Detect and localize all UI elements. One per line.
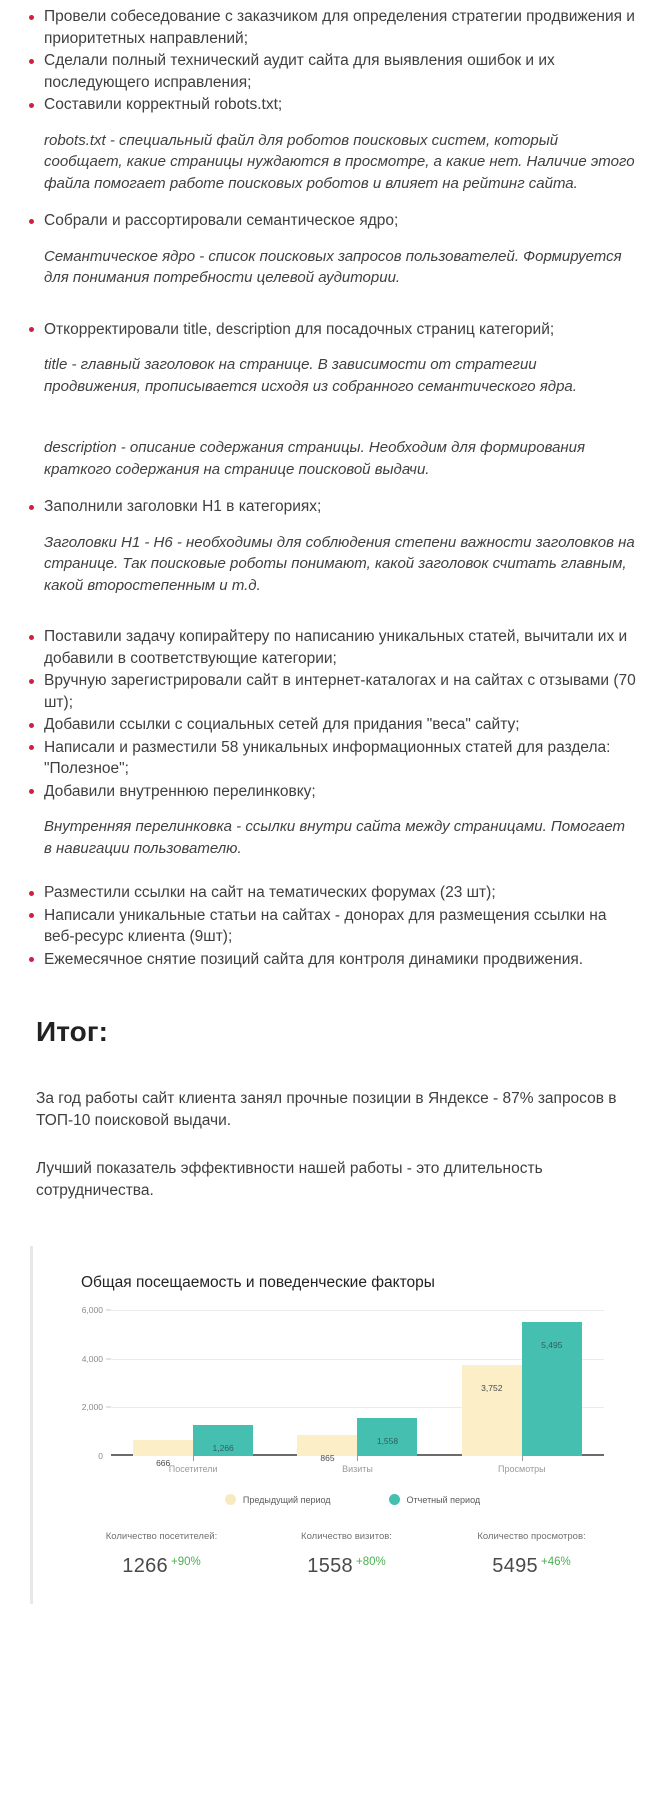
result-paragraph-1: За год работы сайт клиента занял прочные позиции в Яндексе - 87% запросов в ТОП-10 поисковой выдачи. — [36, 1090, 617, 1129]
stat-value-row — [122, 1555, 200, 1578]
stat-value-row — [307, 1555, 385, 1578]
bullet-list-1 — [0, 6, 660, 116]
bullet-list-3 — [0, 319, 660, 341]
bar-group-pageviews — [440, 1310, 604, 1474]
list-item — [26, 6, 636, 49]
chart-plot — [33, 1305, 642, 1478]
x-axis-tick — [357, 1456, 358, 1461]
bar-value-label: 1,558 — [376, 1436, 399, 1447]
spacer — [0, 303, 660, 319]
bar-curr-pageviews[interactable] — [522, 1322, 582, 1456]
bar-value-label: 1,266 — [212, 1443, 234, 1454]
stat-visitors — [69, 1531, 254, 1578]
stat-delta: +80% — [355, 1556, 386, 1568]
x-axis-label-pageviews: Просмотры — [498, 1464, 546, 1474]
list-item-text: Разместили ссылки на сайт на тематических форумах (23 шт); — [44, 884, 496, 901]
legend-swatch-icon — [225, 1494, 236, 1505]
chart-legend — [33, 1494, 642, 1505]
bar-value-label: 865 — [320, 1452, 335, 1463]
list-item-text: Поставили задачу копирайтеру по написанию уникальных статей, вычитали их и добавили в соответствующие категории; — [44, 628, 628, 667]
bullet-list-5 — [0, 626, 660, 802]
list-item — [26, 94, 636, 116]
note-description: description - описание содержания страницы. Необходим для формирования краткого содержания на странице поисковой выдачи. — [44, 439, 586, 478]
result-paragraph-2: Лучший показатель эффективности нашей работы - это длительность сотрудничества. — [36, 1160, 543, 1199]
bullet-list-4 — [0, 496, 660, 518]
stat-label: Количество визитов: — [301, 1531, 392, 1542]
spacer — [0, 610, 660, 626]
list-item-text: Добавили ссылки с социальных сетей для придания "веса" сайту; — [44, 716, 520, 733]
list-item — [26, 626, 636, 669]
legend-swatch-icon — [389, 1494, 400, 1505]
legend-label: Предыдущий период — [242, 1494, 331, 1505]
bar-group-visitors — [111, 1310, 275, 1474]
spacer — [33, 1578, 642, 1604]
list-item — [26, 905, 636, 948]
stat-value: 5495 — [492, 1555, 538, 1577]
list-item — [26, 781, 636, 803]
list-item-text: Написали уникальные статьи на сайтах - донорах для размещения ссылки на веб-ресурс клиента (9шт); — [44, 906, 607, 945]
bar-curr-visits[interactable] — [357, 1418, 417, 1456]
bar-group-visits — [275, 1310, 439, 1474]
bar-value-label: 3,752 — [481, 1382, 503, 1393]
bar-value-label: 666 — [156, 1457, 171, 1468]
y-axis-tick-label: 4,000 — [81, 1353, 103, 1364]
bullet-list-6 — [0, 882, 660, 970]
y-axis-tick-label: 6,000 — [81, 1305, 103, 1315]
stat-visits — [254, 1531, 439, 1578]
list-item-text: Сделали полный технический аудит сайта для выявления ошибок и их последующего исправления; — [44, 52, 555, 91]
bar-value-label: 5,495 — [541, 1340, 563, 1351]
bar-prev-visitors[interactable] — [133, 1440, 193, 1468]
list-item-text: Заполнили заголовки H1 в категориях; — [44, 498, 322, 515]
spacer — [0, 873, 660, 882]
list-item — [26, 50, 636, 93]
stat-value: 1266 — [122, 1555, 168, 1577]
list-item — [26, 882, 636, 904]
note-internal-linking: Внутренняя перелинковка - ссылки внутри сайта между страницами. Помогает в навигации пользователю. — [44, 818, 625, 857]
y-axis-tick-label: 2,000 — [81, 1402, 103, 1413]
bar-prev-pageviews[interactable] — [462, 1365, 522, 1456]
analytics-chart-card — [30, 1246, 642, 1604]
x-axis-label-visitors: Посетители — [168, 1464, 218, 1474]
list-item — [26, 319, 636, 341]
summary-stats — [33, 1531, 642, 1578]
legend-item-previous[interactable] — [225, 1494, 331, 1505]
bar-pair — [111, 1310, 275, 1468]
bar-curr-visitors[interactable] — [193, 1425, 253, 1456]
list-item — [26, 496, 636, 518]
list-item-text: Провели собеседование с заказчиком для определения стратегии продвижения и приоритетных направлений; — [44, 8, 635, 47]
list-item — [26, 737, 636, 780]
list-item-text: Вручную зарегистрировали сайт в интернет-каталогах и на сайтах с отзывами (70 шт); — [44, 672, 636, 711]
list-item-text: Добавили внутреннюю перелинковку; — [44, 782, 316, 800]
x-axis-tick — [522, 1456, 523, 1461]
list-item-text: Написали и разместили 58 уникальных информационных статей для раздела: "Полезное"; — [44, 738, 611, 777]
list-item — [26, 714, 636, 736]
x-axis-tick — [193, 1456, 194, 1461]
y-axis-tick-label: 0 — [98, 1451, 103, 1461]
stat-label: Количество просмотров: — [477, 1531, 586, 1542]
stat-pageviews — [439, 1531, 624, 1578]
bar-prev-visits[interactable] — [297, 1435, 357, 1463]
stat-value: 1558 — [307, 1555, 353, 1577]
list-item-text: Откорректировали title, description для посадочных страниц категорий; — [44, 320, 555, 338]
x-axis-label-visits: Визиты — [342, 1464, 373, 1474]
bullet-list-2 — [0, 210, 660, 232]
chart-plot-area — [81, 1305, 604, 1474]
chart-bar-groups — [111, 1310, 604, 1474]
stat-label: Количество посетителей: — [105, 1531, 218, 1542]
stat-delta: +90% — [170, 1556, 201, 1568]
list-item — [26, 949, 636, 971]
result-heading: Итог: — [36, 1016, 109, 1047]
list-item-text: Ежемесячное снятие позиций сайта для контроля динамики продвижения. — [44, 950, 584, 968]
bar-pair — [440, 1310, 604, 1456]
note-headings: Заголовки H1 - H6 - необходимы для соблюдения степени важности заголовков на странице. Так поисковые роботы понимают, какой заголовок считать главным, какой второстепенным и т.д. — [44, 533, 635, 594]
bar-pair — [275, 1310, 439, 1463]
list-item-text: Собрали и рассортировали семантическое ядро; — [44, 212, 399, 229]
stat-value-row — [492, 1555, 570, 1578]
stat-delta: +46% — [540, 1556, 571, 1568]
note-title: title - главный заголовок на странице. В зависимости от стратегии продвижения, прописывается исходя из собранного семантического ядра. — [44, 356, 577, 395]
note-semantic-core: Семантическое ядро - список поисковых запросов пользователей. Формируется для понимания потребности целевой аудитории. — [44, 247, 622, 286]
list-item-text: Составили корректный robots.txt; — [44, 96, 283, 113]
list-item — [26, 670, 636, 713]
list-item — [26, 210, 636, 232]
chart-title: Общая посещаемость и поведенческие факторы — [81, 1274, 435, 1291]
note-robots-txt: robots.txt - специальный файл для роботов поисковых систем, который сообщает, какие страницы нуждаются в просмотре, а какие нет. Наличие этого файла помогает работе поисковых роботов и влияет на рейтинг сайта. — [44, 131, 635, 192]
legend-item-current[interactable] — [389, 1494, 481, 1505]
legend-label: Отчетный период — [406, 1494, 481, 1505]
